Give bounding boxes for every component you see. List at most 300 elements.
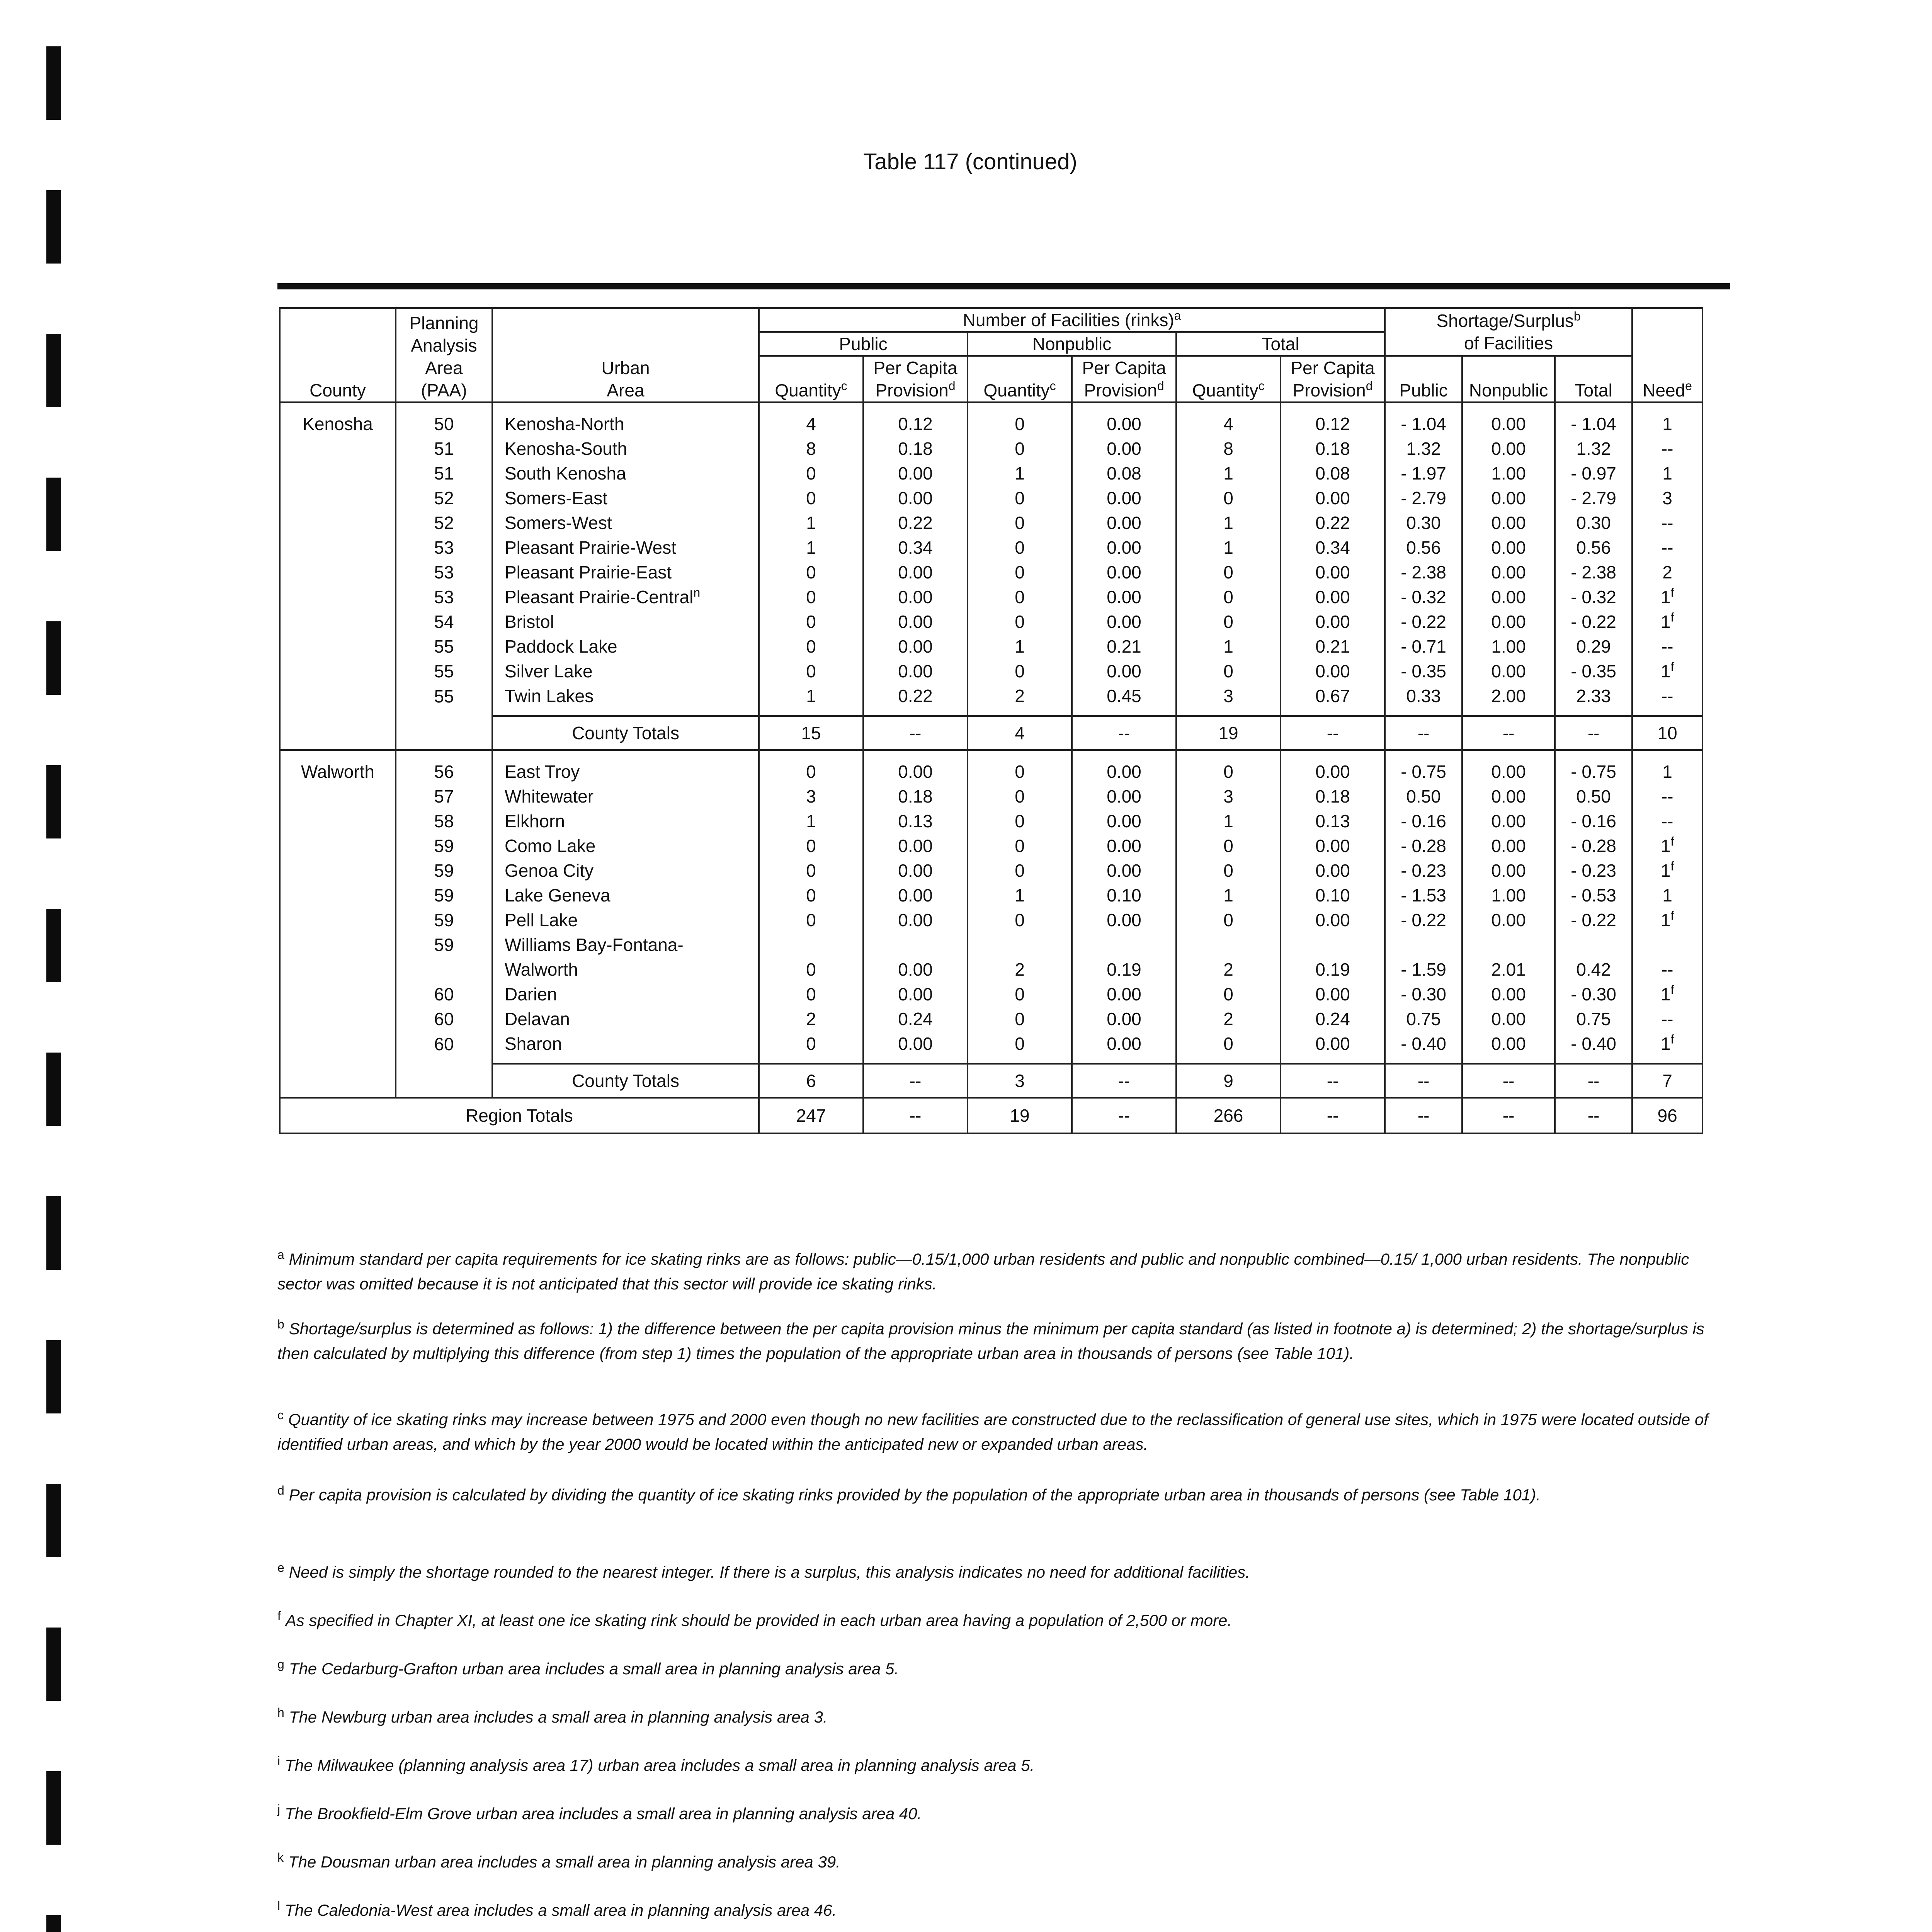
cell [1555, 486, 1632, 510]
cell-value: 1 [1660, 1034, 1671, 1054]
footnote-mark: d [277, 1483, 284, 1497]
cell-value: 0 [1015, 587, 1025, 607]
cell-value: 1 [1223, 636, 1233, 656]
cell-value: 0 [1015, 786, 1025, 806]
cell-value: 1.00 [1491, 636, 1526, 656]
cell-value: 8 [1223, 439, 1233, 459]
cell [863, 659, 968, 684]
cell-value: 1 [1662, 762, 1672, 782]
cell-value: 1 [1015, 636, 1025, 656]
table-row [280, 486, 1702, 510]
cell [1385, 908, 1462, 932]
cell-value: 0.00 [1491, 836, 1526, 856]
header-need: Need$^e$ [1632, 308, 1702, 402]
cell [1555, 883, 1632, 908]
header-number-of-facilities: Number of Facilities (rinks)$^a$ [759, 308, 1385, 332]
cell-value: 0 [1015, 537, 1025, 558]
cell-value: Twin Lakes [505, 686, 594, 706]
binding-mark [46, 1628, 61, 1701]
kenosha-section [280, 402, 1702, 750]
cell [1072, 609, 1176, 634]
cell-value: -- [1661, 811, 1673, 831]
cell-value: 0 [1015, 984, 1025, 1004]
cell-value: 1 [1660, 612, 1671, 632]
cell-value: 52 [434, 488, 454, 508]
cell-value: - 0.28 [1401, 836, 1446, 856]
cell-value: 3 [1223, 686, 1233, 706]
footnote-mark: a [277, 1248, 284, 1262]
cell: -- [1281, 1098, 1385, 1133]
cell-value: Lake Geneva [505, 885, 611, 905]
cell-value: 56 [434, 762, 454, 782]
cell-value: 1 [806, 811, 816, 831]
cell-value: Pell Lake [505, 910, 578, 930]
cell-value: 0.00 [1107, 762, 1141, 782]
cell-value: 0.00 [898, 562, 933, 582]
cell [759, 957, 863, 982]
cell [1072, 684, 1176, 716]
cell-value: 0 [1223, 861, 1233, 881]
urban-area-name [492, 436, 759, 461]
cell-value: 53 [434, 537, 454, 558]
cell-value: 0 [806, 562, 816, 582]
cell [968, 957, 1072, 982]
cell [1555, 609, 1632, 634]
cell [1555, 684, 1632, 716]
cell [396, 982, 492, 1007]
cell-value: 59 [434, 910, 454, 930]
cell [1176, 436, 1281, 461]
footnote-text: The Caledonia-West area includes a small area in planning analysis area 46. [285, 1901, 837, 1919]
binding-mark [46, 190, 61, 264]
cell [968, 684, 1072, 716]
cell [968, 809, 1072, 833]
cell [1632, 809, 1702, 833]
cell [1176, 1031, 1281, 1064]
cell-value: - 0.28 [1571, 836, 1616, 856]
table-row [280, 560, 1702, 585]
cell-value: 0 [1223, 984, 1233, 1004]
cell-value: 0.00 [1491, 762, 1526, 782]
cell: 10 [1632, 716, 1702, 750]
cell-value: 1 [1223, 885, 1233, 905]
cell [759, 634, 863, 659]
cell [759, 510, 863, 535]
cell [1385, 486, 1462, 510]
binding-mark [46, 1771, 61, 1845]
cell [1632, 858, 1702, 883]
cell [1072, 560, 1176, 585]
cell [1281, 609, 1385, 634]
urban-area-name [492, 486, 759, 510]
cell-value: 0.29 [1576, 636, 1611, 656]
cell-value: 0.56 [1576, 537, 1611, 558]
cell-value: 0 [1015, 488, 1025, 508]
footnote [277, 1700, 1730, 1730]
cell [1462, 609, 1555, 634]
cell [968, 402, 1072, 436]
cell-value: 0.34 [898, 537, 933, 558]
footnote-text: Minimum standard per capita requirements for ice skating rinks are as follows: public—0.15/1,000 urban residents and public and nonpublic combined—0.15/ 1,000 urban residents. The nonpublic sector was omitted because it is not anticipated that this sector will provide ice skating rinks. [277, 1250, 1689, 1293]
cell [1281, 908, 1385, 932]
cell [1072, 1031, 1176, 1064]
cell [1462, 585, 1555, 609]
cell-value: 1 [806, 537, 816, 558]
cell-value: 1 [1660, 587, 1671, 607]
cell [1555, 436, 1632, 461]
cell [1072, 634, 1176, 659]
footnote-text: Shortage/surplus is determined as follows: 1) the difference between the per capita provision minus the minimum per capita standard (as listed in footnote a) is determined; 2) the shortage/surplus is then calculated by multiplying this difference (from step 1) times the population of the appropriate urban area in thousands of persons (see Table 101). [277, 1320, 1704, 1362]
cell-value: 1 [1660, 910, 1671, 930]
cell [863, 486, 968, 510]
cell-value: Williams Bay-Fontana- [505, 935, 684, 955]
cell [759, 982, 863, 1007]
cell [1385, 1007, 1462, 1031]
cell-value: 0.00 [1315, 661, 1350, 681]
cell-value: 0.00 [1315, 861, 1350, 881]
cell [1072, 750, 1176, 784]
cell [759, 809, 863, 833]
cell-value: 0.00 [1491, 612, 1526, 632]
cell [1176, 585, 1281, 609]
cell [396, 560, 492, 585]
cell [1555, 1007, 1632, 1031]
cell-value: 0.00 [1107, 439, 1141, 459]
cell [1176, 486, 1281, 510]
cell [1462, 982, 1555, 1007]
cell-value: 2 [1223, 1009, 1233, 1029]
cell [1176, 982, 1281, 1007]
cell-value: 0.00 [898, 488, 933, 508]
table-row [280, 750, 1702, 784]
cell-value: 1 [1660, 836, 1671, 856]
cell [1632, 585, 1702, 609]
cell [1385, 436, 1462, 461]
cell-value: 0.24 [1315, 1009, 1350, 1029]
table-row [280, 858, 1702, 883]
cell [1281, 784, 1385, 809]
cell [968, 486, 1072, 510]
cell-value: - 2.79 [1401, 488, 1446, 508]
cell [1281, 1031, 1385, 1064]
cell [1281, 634, 1385, 659]
cell-value: 0.33 [1406, 686, 1441, 706]
cell [759, 1007, 863, 1031]
table-row [280, 510, 1702, 535]
header-public-per-capita: Per Capita Provision$^d$ [863, 356, 968, 402]
footnote-text: The Brookfield-Elm Grove urban area includes a small area in planning analysis area 40. [285, 1804, 922, 1823]
urban-area-name [492, 634, 759, 659]
cell [1176, 908, 1281, 932]
cell-value: -- [1661, 686, 1673, 706]
cell-value: 0 [1223, 661, 1233, 681]
cell-value: 1 [1223, 811, 1233, 831]
cell [1462, 461, 1555, 486]
urban-area-name [492, 585, 759, 609]
cell [1462, 784, 1555, 809]
cell-value: 0 [1015, 762, 1025, 782]
urban-area-name [492, 1007, 759, 1031]
cell [1072, 585, 1176, 609]
header-nonpublic-quantity: Quantity$^c$ [968, 356, 1072, 402]
cell: -- [1385, 716, 1462, 750]
cell: 19 [1176, 716, 1281, 750]
table-top-rule [277, 283, 1730, 289]
cell: 266 [1176, 1098, 1281, 1133]
cell-value: 0 [1015, 513, 1025, 533]
urban-area-name [492, 784, 759, 809]
cell [863, 585, 968, 609]
cell-value: 0 [1223, 587, 1233, 607]
cell [863, 833, 968, 858]
cell-value: - 0.22 [1571, 910, 1616, 930]
cell-value: -- [1661, 636, 1673, 656]
cell-value: 1 [1015, 885, 1025, 905]
cell-value: 0 [806, 861, 816, 881]
cell [1072, 833, 1176, 858]
cell-value: 0.30 [1576, 513, 1611, 533]
cell [1072, 858, 1176, 883]
cell-value: - 2.38 [1401, 562, 1446, 582]
cell-value: 0.00 [898, 612, 933, 632]
cell-value: 0 [1015, 661, 1025, 681]
cell-value: - 0.75 [1401, 762, 1446, 782]
cell [396, 1031, 492, 1064]
cell-value: - 1.53 [1401, 885, 1446, 905]
cell [863, 908, 968, 932]
urban-area-name [492, 809, 759, 833]
cell-value: 51 [434, 463, 454, 483]
cell [1632, 932, 1702, 957]
cell [1176, 784, 1281, 809]
cell-value: 0.00 [1491, 861, 1526, 881]
county-totals-label: County Totals [492, 716, 759, 750]
cell [863, 461, 968, 486]
cell-value: 0.67 [1315, 686, 1350, 706]
cell-value: 59 [434, 885, 454, 905]
cell-value: 0.08 [1315, 463, 1350, 483]
cell-value: - 0.30 [1571, 984, 1616, 1004]
cell [863, 1007, 968, 1031]
cell-value: 54 [434, 612, 454, 632]
cell-value: 0 [1015, 861, 1025, 881]
cell [1385, 684, 1462, 716]
cell-value: 0.00 [1491, 1009, 1526, 1029]
cell-value: 59 [434, 836, 454, 856]
cell-value: 0.00 [1107, 1009, 1141, 1029]
cell-value: 0 [1223, 1034, 1233, 1054]
cell [1176, 461, 1281, 486]
footnote [277, 1893, 1730, 1923]
cell-value: 3 [1662, 488, 1672, 508]
cell [1281, 659, 1385, 684]
cell-value: 2.00 [1491, 686, 1526, 706]
cell [1555, 461, 1632, 486]
cell-value: 0 [1223, 910, 1233, 930]
cell [1555, 402, 1632, 436]
cell-value: - 0.75 [1571, 762, 1616, 782]
cell-value: 1 [1662, 414, 1672, 434]
cell-value: 0.56 [1406, 537, 1441, 558]
binding-mark [46, 478, 61, 551]
county-name: Kenosha [280, 402, 396, 716]
cell-value: 0 [1015, 910, 1025, 930]
cell-value: 0.00 [898, 861, 933, 881]
cell [759, 908, 863, 932]
cell [759, 932, 863, 957]
cell [1385, 932, 1462, 957]
cell: 247 [759, 1098, 863, 1133]
cell [1555, 932, 1632, 957]
cell-value: 0.00 [1107, 1034, 1141, 1054]
cell [1176, 833, 1281, 858]
cell [1632, 535, 1702, 560]
facilities-table [279, 307, 1703, 1134]
cell [396, 535, 492, 560]
cell-value: 1 [806, 513, 816, 533]
cell-value: 0.00 [1315, 488, 1350, 508]
cell [759, 1031, 863, 1064]
cell [1176, 750, 1281, 784]
cell [1072, 659, 1176, 684]
cell [1555, 634, 1632, 659]
footnote-mark: e [277, 1561, 284, 1575]
cell [1632, 510, 1702, 535]
cell-value: 0.19 [1315, 959, 1350, 980]
cell [396, 461, 492, 486]
cell [1632, 402, 1702, 436]
cell [1462, 908, 1555, 932]
footnote-mark: b [277, 1317, 284, 1331]
cell-value: 0.00 [1315, 562, 1350, 582]
cell [1632, 560, 1702, 585]
cell [863, 883, 968, 908]
cell [1281, 402, 1385, 436]
table-row [280, 957, 1702, 982]
cell [1281, 510, 1385, 535]
cell-value: 0 [1015, 562, 1025, 582]
cell-value: 0.24 [898, 1009, 933, 1029]
cell-value: - 2.79 [1571, 488, 1616, 508]
cell [396, 402, 492, 436]
cell-value: 51 [434, 439, 454, 459]
cell [1072, 402, 1176, 436]
cell [1632, 957, 1702, 982]
cell [1385, 535, 1462, 560]
cell-value: 0 [806, 984, 816, 1004]
cell-value: 0.00 [898, 984, 933, 1004]
table-row [280, 1007, 1702, 1031]
cell [759, 833, 863, 858]
cell [968, 585, 1072, 609]
cell-value: 1 [1662, 463, 1672, 483]
cell-value: 4 [806, 414, 816, 434]
walworth-section [280, 750, 1702, 1098]
cell: -- [863, 1064, 968, 1098]
cell-value: - 0.71 [1401, 636, 1446, 656]
cell-value: 1 [806, 686, 816, 706]
footnote-mark: i [277, 1754, 281, 1768]
footnote [277, 1652, 1730, 1681]
cell-value: 0.13 [898, 811, 933, 831]
cell-value: 59 [434, 935, 454, 955]
cell-value: 0.00 [1107, 661, 1141, 681]
cell: -- [1462, 1064, 1555, 1098]
empty-cell [280, 716, 396, 750]
cell: 19 [968, 1098, 1072, 1133]
urban-area-name [492, 883, 759, 908]
cell [759, 609, 863, 634]
cell [1072, 461, 1176, 486]
cell [759, 784, 863, 809]
cell-value: 0.00 [1107, 811, 1141, 831]
cell [1632, 436, 1702, 461]
cell [396, 858, 492, 883]
cell [1462, 883, 1555, 908]
footnote-mark: g [277, 1657, 284, 1671]
cell-value: 0.00 [898, 1034, 933, 1054]
cell-value: 1 [1223, 537, 1233, 558]
cell [1385, 585, 1462, 609]
header-total-per-capita: Per Capita Provision$^d$ [1281, 356, 1385, 402]
cell [1462, 1007, 1555, 1031]
cell-value: Kenosha-North [505, 414, 624, 434]
cell-value: 1 [1015, 463, 1025, 483]
cell [1072, 510, 1176, 535]
cell [1281, 932, 1385, 957]
cell [1281, 750, 1385, 784]
table-row [280, 1031, 1702, 1064]
header-paa: Planning Analysis Area (PAA) [396, 308, 492, 402]
cell [759, 585, 863, 609]
cell-value: Elkhorn [505, 811, 565, 831]
cell-value: 0.42 [1576, 959, 1611, 980]
cell [1281, 957, 1385, 982]
cell-value: 0.00 [1107, 513, 1141, 533]
cell: -- [1385, 1098, 1462, 1133]
county-name: Walworth [280, 750, 396, 1064]
cell [1462, 750, 1555, 784]
cell-value: 0.00 [1107, 587, 1141, 607]
cell [396, 609, 492, 634]
cell [396, 486, 492, 510]
cell [396, 957, 492, 982]
cell-value: 0 [1223, 562, 1233, 582]
cell: 7 [1632, 1064, 1702, 1098]
cell [968, 932, 1072, 957]
cell [863, 750, 968, 784]
cell-value: 60 [434, 1009, 454, 1029]
cell-value: 0.22 [898, 686, 933, 706]
cell [1632, 486, 1702, 510]
cell [1176, 1007, 1281, 1031]
footnote [277, 1845, 1730, 1874]
cell-value: 0 [1223, 488, 1233, 508]
cell-value: 0 [1015, 1034, 1025, 1054]
cell [1385, 510, 1462, 535]
cell-value: 0.00 [898, 910, 933, 930]
binding-mark [46, 1340, 61, 1413]
cell [968, 750, 1072, 784]
footnote-text: The Dousman urban area includes a small area in planning analysis area 39. [288, 1853, 840, 1871]
table-row [280, 609, 1702, 634]
cell-value: Silver Lake [505, 661, 593, 681]
cell: -- [1072, 716, 1176, 750]
cell-value: 0 [806, 463, 816, 483]
cell-value: 0.21 [1107, 636, 1141, 656]
cell-value: 53 [434, 562, 454, 582]
cell [1462, 486, 1555, 510]
